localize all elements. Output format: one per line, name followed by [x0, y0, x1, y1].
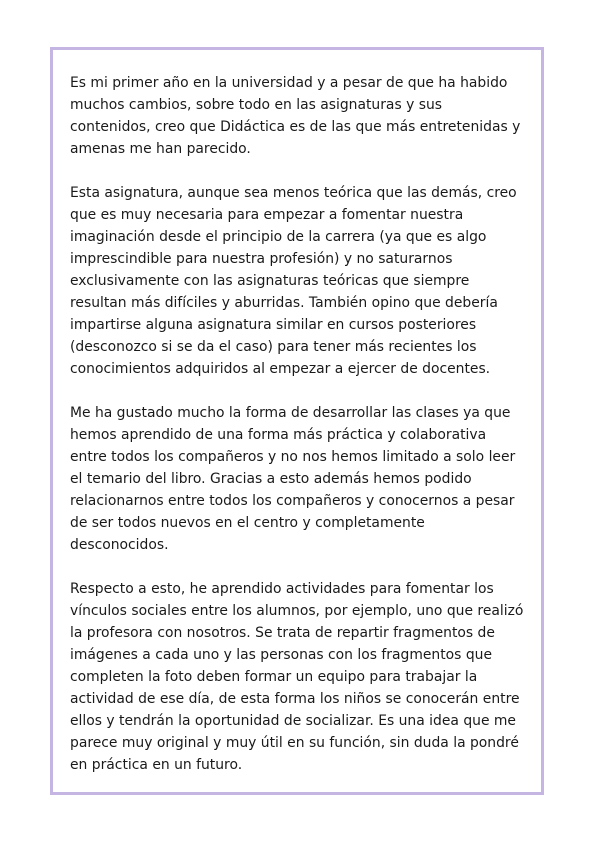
paragraph-3: Me ha gustado mucho la forma de desarrollar las clases ya que hemos aprendido de una forma más práctica y colaborativa entre todos los compañeros y no nos hemos limitado a solo leer el temario del libro. Gracias a esto además hemos podido relacionarnos entre todos los compañeros y conocernos a pesar de ser todos nuevos en el centro y completamente desconocidos.: [70, 405, 516, 553]
page-frame: [50, 47, 544, 795]
document-body: [70, 72, 524, 798]
paragraph-4: Respecto a esto, he aprendido actividades para fomentar los vínculos sociales entre los alumnos, por ejemplo, uno que realizó la profesora con nosotros. Se trata de repartir fragmentos de imágenes a cada uno y las personas con los fragmentos que completen la foto deben formar un equipo para trabajar la actividad de ese día, de esta forma los niños se conocerán entre ellos y tendrán la oportunidad de socializar. Es una idea que me parece muy original y muy útil en su función, sin duda la pondré en práctica en un futuro.: [70, 581, 524, 773]
paragraph-1: Es mi primer año en la universidad y a pesar de que ha habido muchos cambios, sobre todo en las asignaturas y sus contenidos, creo que Didáctica es de las que más entretenidas y amenas me han parecido.: [70, 75, 521, 157]
paragraph-2: Esta asignatura, aunque sea menos teórica que las demás, creo que es muy necesaria para empezar a fomentar nuestra imaginación desde el principio de la carrera (ya que es algo imprescindible para nuestra profesión) y no saturarnos exclusivamente con las asignaturas teóricas que siempre resultan más difíciles y aburridas. También opino que debería impartirse alguna asignatura similar en cursos posteriores (desconozco si se da el caso) para tener más recientes los conocimientos adquiridos al empezar a ejercer de docentes.: [70, 185, 517, 377]
